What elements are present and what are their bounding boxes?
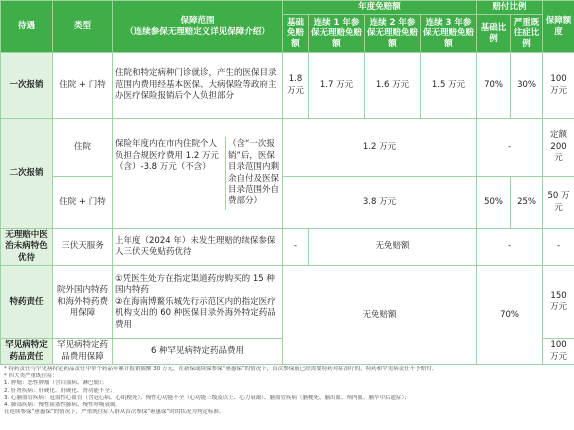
row4-deductible: 无免赔额 xyxy=(309,229,477,266)
row2-scope-a: 保险年度内在市内住院个人负担合规医疗费用 1.2 万元（含）-3.8 万元（不含） xyxy=(115,139,219,173)
header-basic-ratio: 基础比例 xyxy=(477,15,511,53)
row2-scope-b: （含“一次报销”后，医保目录范围内剩余自付及医保目录范围外自费部分） xyxy=(225,137,282,210)
row2-scope xyxy=(113,119,283,229)
row3-severe-ratio: 25% xyxy=(511,177,543,229)
row1-treatment: 一次报销 xyxy=(1,53,53,119)
row4-type: 三伏天服务 xyxy=(53,229,113,266)
row6-type: 罕见病特定药品费用保障 xyxy=(53,339,113,365)
table-row xyxy=(1,177,574,229)
row1-scope: 住院和特定病种门诊就诊，产生的医保目录范围内费用经基本医保、大病保险等政府主办医疗保险报销后个人负担部分 xyxy=(113,53,283,119)
row3-type: 住院 + 门特 xyxy=(53,177,113,229)
table-row xyxy=(1,229,574,266)
row6-treatment: 罕见病特定药品责任 xyxy=(1,339,53,365)
row4-ratio: - xyxy=(477,229,543,266)
row6-limit: 100 万元 xyxy=(543,339,574,365)
header-severe-ratio: 严重既往症比例 xyxy=(511,15,543,53)
row5-type: 院外国内特药和海外特药费用保障 xyxy=(53,266,113,339)
row2-ratio: - xyxy=(477,119,543,177)
header-treatment: 待遇 xyxy=(1,1,53,53)
row3-basic-ratio: 50% xyxy=(477,177,511,229)
header-annual-deductible: 年度免赔额 xyxy=(283,1,477,15)
row1-type: 住院 + 门特 xyxy=(53,53,113,119)
row4-scope: 上年度（2024 年）未发生理赔的续保参保人三伏天免贴药优待 xyxy=(113,229,283,266)
header-type: 类型 xyxy=(53,1,113,53)
table-row xyxy=(1,119,574,177)
footnotes xyxy=(4,366,570,416)
row4-basic-deductible: - xyxy=(283,229,309,266)
header-scope xyxy=(113,1,283,53)
row5-treatment: 特药责任 xyxy=(1,266,53,339)
header-payout-ratio: 赔付比例 xyxy=(477,1,543,15)
row2-limit: 定额 200 元 xyxy=(543,119,574,177)
row4-limit: - xyxy=(543,229,574,266)
row4-treatment: 无理赔中医治未病特色优待 xyxy=(1,229,53,266)
row5-deductible: 无免赔额 xyxy=(283,266,477,365)
row1-basic-deductible: 1.8 万元 xyxy=(283,53,309,119)
footnote: 2. 肝肾疾病：肝硬化、肝硬化、肾功能不全； xyxy=(4,387,116,394)
footnote: * 特药责任与罕见病特定药品责任中单个药品年累计报销限额 30 万元，在新保或续保参保“蕙惠保”的情况下，首次参保前已经需要特药对症治疗的，特药和罕见病责任不予赔付。 xyxy=(4,366,438,372)
footnote: 4. 肺部疾病：慢性阻塞性肺病、慢性呼吸衰竭。 xyxy=(4,402,121,409)
footnote: 3. 心脑血管疾病：冠血性心血管（含冠心病、心肌梗死）、慢性心功能不全（心功能三级及以上、心力衰竭）、脑血管疾病（脑梗死、脑出血、颅内血、脑卒中后遗症）； xyxy=(4,394,410,401)
row5-scope: ①凭医生处方在指定渠道药房购买的 15 种国内特药 ②在海南博鳌乐城先行示范区内的指定医疗机构支出的 60 种医保目录外海外特定药品费用 xyxy=(113,266,283,339)
header-scope-subtitle: （连续参保无理赔定义详见保障介绍） xyxy=(125,26,270,37)
header-y2-deductible: 连续 2 年参保无理赔免赔额 xyxy=(365,15,421,53)
row3-limit: 50 万元 xyxy=(543,177,574,229)
header-y3-deductible: 连续 3 年参保无理赔免赔额 xyxy=(421,15,477,53)
row1-limit: 100 万元 xyxy=(543,53,574,119)
row5-ratio: 70% xyxy=(477,266,543,365)
row5-limit: 150 万元 xyxy=(543,266,574,339)
header-basic-deductible: 基础免赔额 xyxy=(283,15,309,53)
row3-deductible: 3.8 万元 xyxy=(283,177,477,229)
header-scope-title: 保障范围 xyxy=(180,16,215,27)
row1-y2-deductible: 1.6 万元 xyxy=(365,53,421,119)
footnote: * 四大类严重既往症： xyxy=(4,373,58,380)
table-row xyxy=(1,53,574,119)
row1-severe-ratio: 30% xyxy=(511,53,543,119)
footnote: 在连续参保“蕙惠保”的情况下，严重既往症人群从首次参保“蕙惠保”时的状况为判定标准。 xyxy=(4,409,225,416)
row6-scope: 6 种罕见病特定药品费用 xyxy=(113,339,283,365)
row1-y1-deductible: 1.7 万元 xyxy=(309,53,365,119)
footnote: 1. 肿瘤：恶性肿瘤（含白血病、淋巴瘤）； xyxy=(4,380,108,387)
header-y1-deductible: 连续 1 年参保无理赔免赔额 xyxy=(309,15,365,53)
row2-deductible: 1.2 万元 xyxy=(283,119,477,177)
row2-treatment: 二次报销 xyxy=(1,119,53,229)
row2-type: 住院 xyxy=(53,119,113,177)
table-row xyxy=(1,266,574,339)
row1-basic-ratio: 70% xyxy=(477,53,511,119)
row1-y3-deductible: 1.5 万元 xyxy=(421,53,477,119)
header-limit: 保障额度 xyxy=(543,1,574,53)
